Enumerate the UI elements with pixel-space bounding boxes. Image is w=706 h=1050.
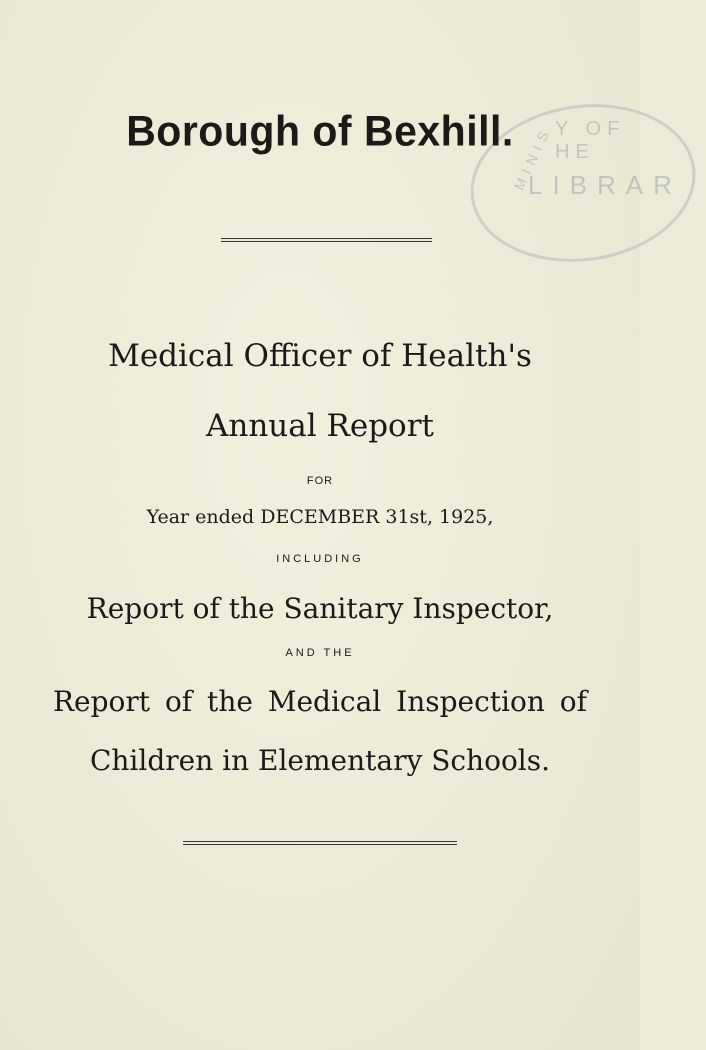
and-the-label: AND THE [285, 647, 355, 659]
year-line: Year ended DECEMBER 31st, 1925, [146, 506, 494, 528]
for-label: FOR [306, 475, 334, 487]
medical-inspection-line: Report of the Medical Inspection of [52, 685, 588, 718]
document-title: Borough of Bexhill. [126, 106, 514, 156]
top-double-rule [221, 238, 432, 242]
library-stamp-text-top: Y OF HE [555, 118, 626, 163]
report-heading-line1: Medical Officer of Health's [108, 338, 532, 374]
library-stamp-text-middle: LIBRAR [528, 170, 682, 200]
including-label: INCLUDING [276, 553, 364, 565]
elementary-schools-line: Children in Elementary Schools. [89, 744, 551, 777]
bottom-double-rule [183, 841, 457, 845]
sanitary-inspector-line: Report of the Sanitary Inspector, [86, 592, 554, 625]
library-stamp-text-left: MINIS [510, 123, 555, 193]
report-heading-line2: Annual Report [205, 408, 434, 444]
